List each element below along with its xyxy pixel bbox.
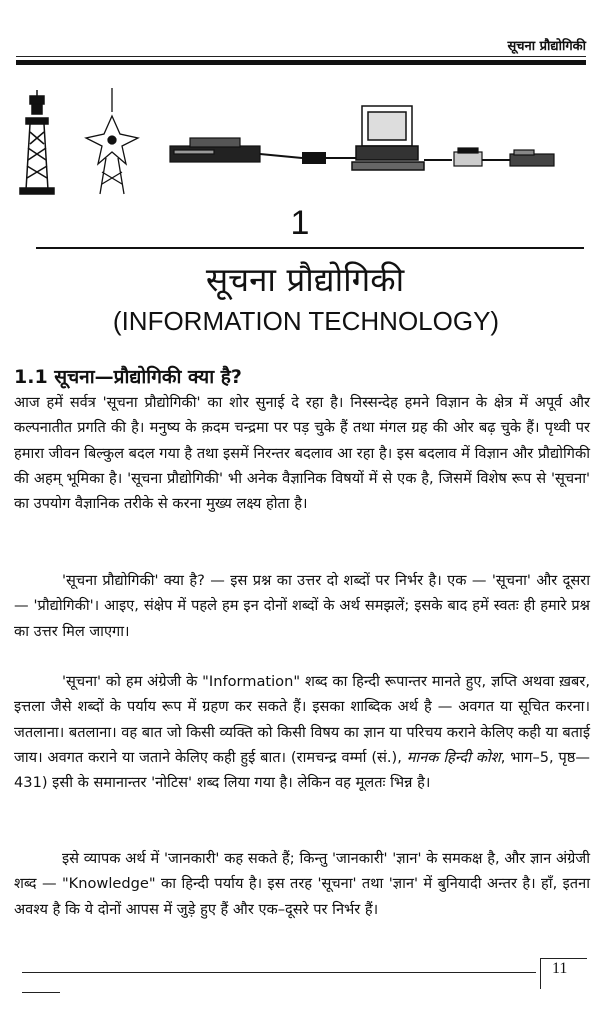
footer-rule [22, 972, 536, 973]
modem-icon [302, 152, 326, 164]
paragraph-3 [14, 669, 590, 795]
page-number: 11 [552, 960, 568, 977]
header-rule-thin [16, 56, 586, 57]
paragraph-4-text: इसे व्यापक अर्थ में 'जानकारी' कह सकते हैं; किन्तु 'जानकारी' 'ज्ञान' के समकक्ष है, और ज्ञान अंग्रेजी शब्द — "Knowledge" का हिन्दी पर्याय है। इस तरह 'सूचना' तथा 'ज्ञान' में बुनियादी अन्तर है। हाँ, इतना अवश्य है कि ये दोनों आपस में जुड़े हुए हैं और एक–दूसरे पर निर्भर हैं। [14, 850, 590, 918]
paragraph-3-end: , भाग–5, पृष्ठ— 431) इसी के समानान्तर 'नोटिस' शब्द लिया गया है। लेकिन वह मूलतः भिन्न है। [14, 748, 590, 792]
printer-icon [170, 138, 260, 162]
section-heading: 1.1 सूचना—प्रौद्योगिकी क्या है? [14, 366, 242, 388]
chapter-title-english: (INFORMATION TECHNOLOGY) [112, 306, 500, 336]
telephone-icon [454, 148, 482, 166]
tower-icon [20, 90, 54, 194]
dictionary-citation-title: मानक हिन्दी कोश [406, 748, 501, 766]
footer-rule-short [22, 992, 60, 993]
chapter-illustration [14, 88, 574, 198]
fax-icon [510, 150, 554, 166]
computer-icon [352, 106, 424, 170]
paragraph-3-text [14, 669, 590, 795]
paragraph-1 [14, 390, 590, 516]
satellite-dish-icon [86, 88, 138, 194]
chapter-number: 1 [290, 204, 310, 242]
chapter-rule [36, 247, 584, 249]
running-header-title: सूचना प्रौद्योगिकी [507, 39, 586, 54]
chapter-title-hindi: सूचना प्रौद्योगिकी [205, 260, 405, 299]
paragraph-1-text: आज हमें सर्वत्र 'सूचना प्रौद्योगिकी' का शोर सुनाई दे रहा है। निस्सन्देह हमने विज्ञान के क्षेत्र में अपूर्व और कल्पनातीत प्रगति की है। मनुष्य के क़दम चन्द्रमा पर पड़ चुके हैं तथा मंगल ग्रह की ओर बढ़ चुके हैं। पृथ्वी पर हमारा जीवन बिल्कुल बदल गया है तथा इसमें निरन्तर बदलाव आ रहा है। इस बदलाव में विज्ञान और प्रौद्योगिकी की अहम् भूमिका है। 'सूचना प्रौद्योगिकी' भी अनेक वैज्ञानिक विषयों में से एक है, जिसमें विशेष रूप से 'सूचना' का उपयोग वैज्ञानिक तरीके से करना मुख्य लक्ष्य होता है। [14, 394, 590, 513]
paragraph-2-text: 'सूचना प्रौद्योगिकी' क्या है? — इस प्रश्न का उत्तर दो शब्दों पर निर्भर है। एक — 'सूचना' और दूसरा — 'प्रौद्योगिकी'। आइए, संक्षेप में पहले हम इन दोनों शब्दों के अर्थ समझलें; इसके बाद हमें स्वतः ही हमारे प्रश्न का उत्तर मिल जाएगा। [14, 572, 590, 640]
paragraph-3-start: 'सूचना' को हम अंग्रेजी के "Information" शब्द का हिन्दी रूपान्तर मानते हुए, ज्ञप्ति अथवा ख़बर, इत्तला जैसे शब्दों के पर्याय रूप में ग्रहण कर सकते हैं। इसका शाब्दिक अर्थ है — अवगत या सूचित करना। जतलाना। बतलाना। वह बात जो किसी व्यक्ति को किसी विषय का ज्ञान या परिचय कराने केलिए कही या बताई जाय। अवगत कराने या जताने केलिए कही हुई बात। (रामचन्द्र वर्म्मा (सं.), [14, 673, 590, 766]
paragraph-2 [14, 568, 590, 644]
paragraph-4 [14, 846, 590, 922]
header-rule-thick [16, 60, 586, 65]
